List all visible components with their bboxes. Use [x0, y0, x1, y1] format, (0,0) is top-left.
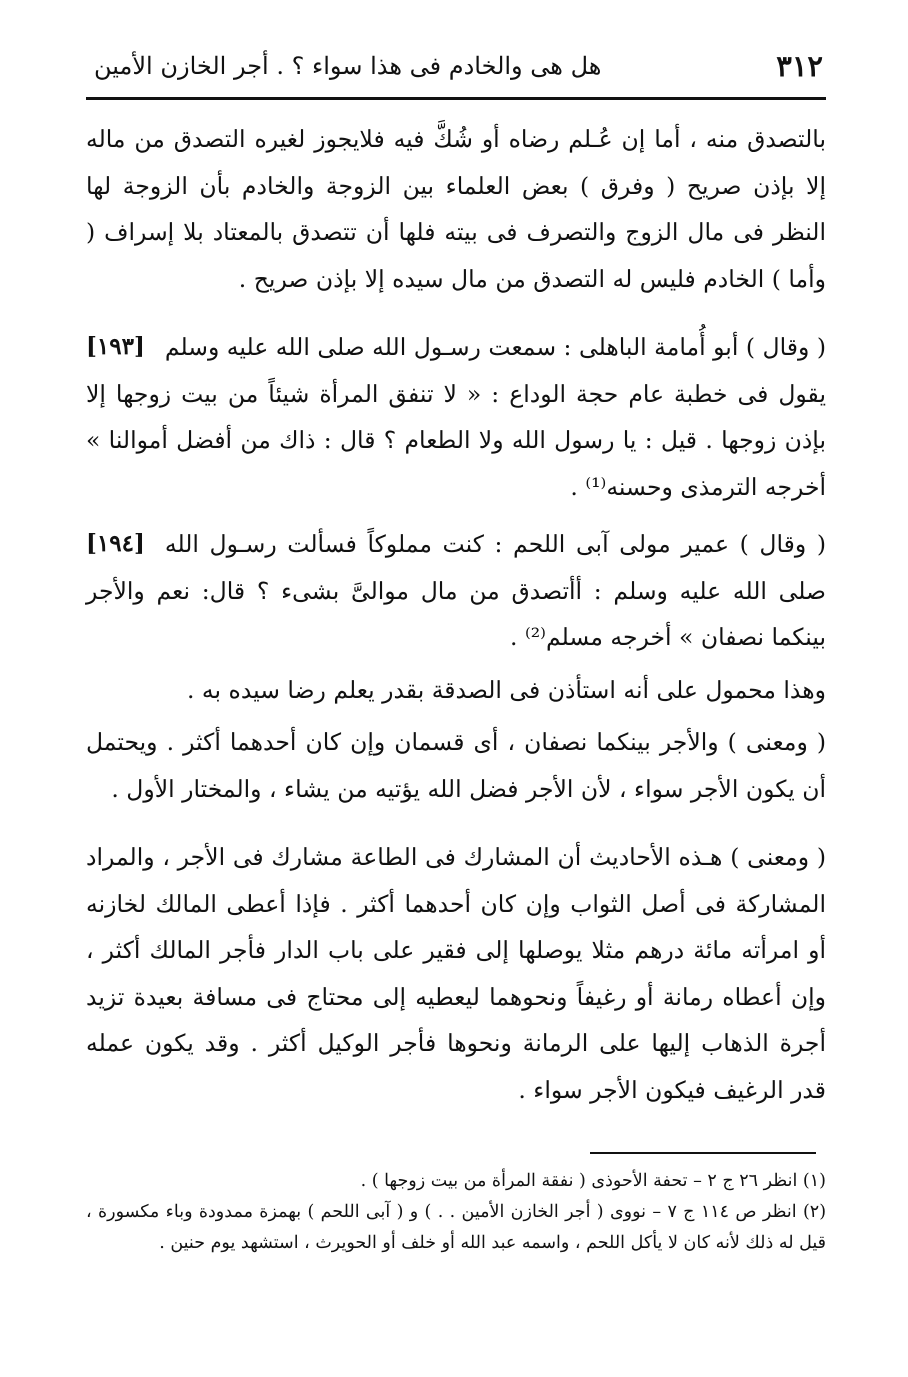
hadith-number-193: [١٩٣] [86, 333, 145, 360]
main-text [86, 116, 826, 1113]
footnote-rule [590, 1152, 816, 1154]
hadith-number-194: [١٩٤] [86, 530, 145, 557]
running-title: هل هى والخادم فى هذا سواء ؟ . أجر الخازن الأمين [94, 52, 602, 80]
paragraph-6: ( ومعنى ) هـذه الأحاديث أن المشارك فى الطاعة مشارك فى الأجر ، والمراد المشاركة فى أصل الثواب وإن كان أحدهما أكثر . فإذا أعطى المالك لخازنه أو امرأته مائة درهم مثلا يوصلها إلى فقير على باب الدار فأجر المالك أكثر ، وإن أعطاه رمانة أو رغيفاً ونحوهما ليعطيه إلى محتاج فى مسافة بعيدة تزيد أجرة الذهاب إليها على الرمانة ونحوها فأجر الوكيل أكثر . وقد يكون عمله قدر الرغيف فيكون الأجر سواء . [86, 843, 826, 1104]
page-number: ٣١٢ [776, 49, 823, 83]
page-header [88, 40, 823, 92]
footnote-1: (١) انظر ٢٦ ج ٢ – تحفة الأحوذى ( نفقة المرأة من بيت زوجها ) . [360, 1171, 826, 1191]
hadith-text-193: ( وقال ) أبو أُمامة الباهلى : سمعت رسـول الله صلى الله عليه وسلم يقول فى خطبة عام حجة الوداع : « لا تنفق المرأة شيئاً من بيت زوجها إلا بإذن زوجها . قيل : يا رسول الله ولا الطعام ؟ قال : ذاك من أفضل أموالنا » أخرجه الترمذى وحسنه⁽¹⁾ . [86, 333, 826, 501]
header-rule [86, 97, 826, 100]
paragraph-5: ( ومعنى ) والأجر بينكما نصفان ، أى قسمان وإن كان أحدهما أكثر . ويحتمل أن يكون الأجر سواء ، لأن الأجر فضل الله يؤتيه من يشاء ، والمختار الأول . [86, 728, 826, 803]
footnotes [86, 1166, 826, 1259]
hadith-text-194: ( وقال ) عمير مولى آبى اللحم : كنت مملوكاً فسألت رسـول الله صلى الله عليه وسلم : أأتصدق من مال موالىَّ بشىء ؟ قال: نعم والأجر بينكما نصفان » أخرجه مسلم⁽²⁾ . [86, 530, 826, 651]
footnote-2: (٢) انظر ص ١١٤ ج ٧ – نووى ( أجر الخازن الأمين . . ) و ( آبى اللحم ) بهمزة ممدودة وباء مكسورة ، قيل له ذلك لأنه كان لا يأكل اللحم ، واسمه عبد الله أو خلف أو الحويرث ، استشهد يوم حنين . [86, 1202, 827, 1253]
paragraph-hadith-193 [86, 324, 826, 510]
paragraph-4: وهذا محمول على أنه استأذن فى الصدقة بقدر يعلم رضا سيده به . [186, 675, 826, 704]
paragraph-hadith-194 [86, 521, 826, 661]
paragraph-1: بالتصدق منه ، أما إن عُـلم رضاه أو شُكَّ فيه فلايجوز لغيره التصدق من ماله إلا بإذن صريح ( وفرق ) بعض العلماء بين الزوجة والخادم بأن الزوجة لها النظر فى مال الزوج والتصرف فى بيته فلها أن تتصدق بالمعتاد بلا إسراف ( وأما ) الخادم فليس له التصدق من مال سيده إلا بإذن صريح . [86, 125, 826, 293]
